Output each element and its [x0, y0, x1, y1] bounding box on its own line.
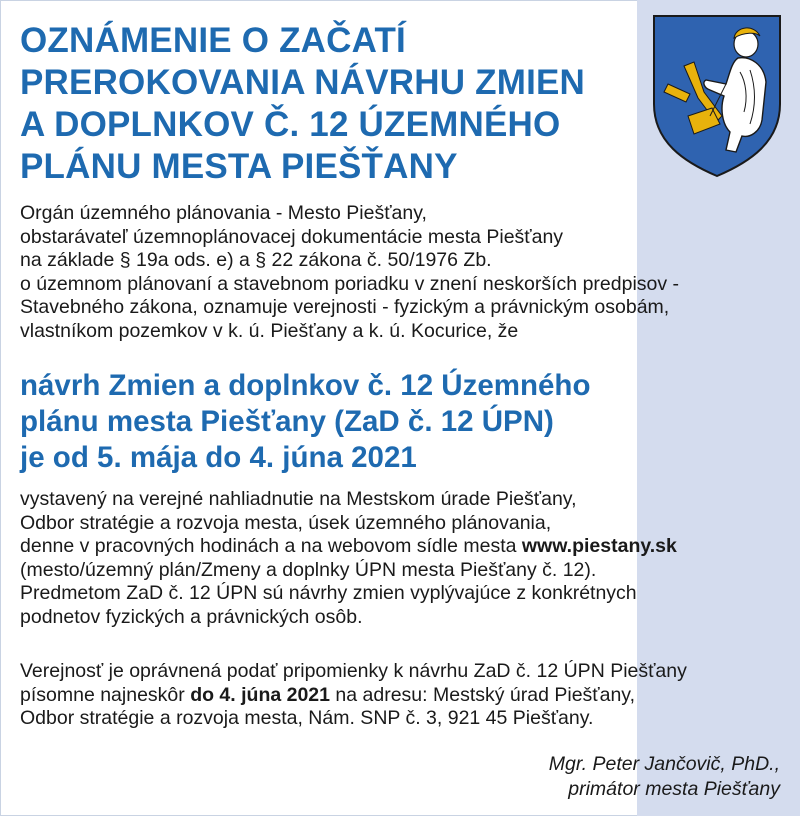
- deadline-date: do 4. júna 2021: [190, 683, 330, 706]
- notice-title: [20, 20, 635, 188]
- highlight-line: je od 5. mája do 4. júna 2021: [20, 441, 417, 474]
- signature-role: primátor mesta Piešťany: [568, 778, 780, 800]
- intro-line: obstarávateľ územnoplánovacej dokumentácie mesta Piešťany: [20, 225, 564, 248]
- highlight-line: plánu mesta Piešťany (ZaD č. 12 ÚPN): [20, 405, 554, 438]
- comments-line: Verejnosť je oprávnená podať pripomienky k návrhu ZaD č. 12 ÚPN Piešťany: [20, 660, 687, 682]
- details-paragraph: [20, 488, 790, 630]
- details-line: Predmetom ZaD č. 12 ÚPN sú návrhy zmien vyplývajúce z konkrétnych: [20, 582, 637, 605]
- signature-name: Mgr. Peter Jančovič, PhD.,: [548, 753, 780, 775]
- comments-line: [20, 684, 790, 708]
- highlight-line: návrh Zmien a doplnkov č. 12 Územného: [20, 369, 591, 402]
- intro-line: na základe § 19a ods. e) a § 22 zákona č. 50/1976 Zb.: [20, 249, 492, 272]
- title-line: A DOPLNKOV Č. 12 ÚZEMNÉHO: [20, 105, 561, 144]
- intro-line: Orgán územného plánovania - Mesto Piešťany,: [20, 202, 427, 224]
- intro-paragraph: [20, 202, 790, 344]
- website-link[interactable]: www.piestany.sk: [521, 535, 677, 558]
- details-line: (mesto/územný plán/Zmeny a doplnky ÚPN mesta Piešťany č. 12).: [20, 558, 597, 581]
- comments-text: písomne najneskôr: [20, 683, 191, 706]
- details-line: vystavený na verejné nahliadnutie na Mestskom úrade Piešťany,: [20, 488, 577, 510]
- details-line: [20, 535, 790, 559]
- comments-line: Odbor stratégie a rozvoja mesta, Nám. SNP č. 3, 921 45 Piešťany.: [20, 707, 594, 730]
- title-line: OZNÁMENIE O ZAČATÍ: [20, 21, 406, 60]
- details-text: denne v pracovných hodinách a na webovom sídle mesta: [20, 535, 522, 558]
- proposal-highlight: [20, 368, 790, 476]
- intro-line: Stavebného zákona, oznamuje verejnosti - fyzickým a právnickým osobám,: [20, 296, 670, 319]
- title-line: PREROKOVANIA NÁVRHU ZMIEN: [20, 63, 586, 102]
- piestany-coat-of-arms-icon: [650, 12, 784, 180]
- signature-block: [549, 752, 780, 802]
- intro-line: o územnom plánovaní a stavebnom poriadku v znení neskorších predpisov -: [20, 272, 680, 295]
- comments-text: na adresu: Mestský úrad Piešťany,: [330, 683, 636, 706]
- details-line: podnetov fyzických a právnických osôb.: [20, 605, 363, 628]
- details-line: Odbor stratégie a rozvoja mesta, úsek územného plánovania,: [20, 511, 552, 534]
- title-line: PLÁNU MESTA PIEŠŤANY: [20, 147, 458, 186]
- comments-paragraph: [20, 660, 790, 731]
- intro-line: vlastníkom pozemkov v k. ú. Piešťany a k. ú. Kocurice, že: [20, 319, 519, 342]
